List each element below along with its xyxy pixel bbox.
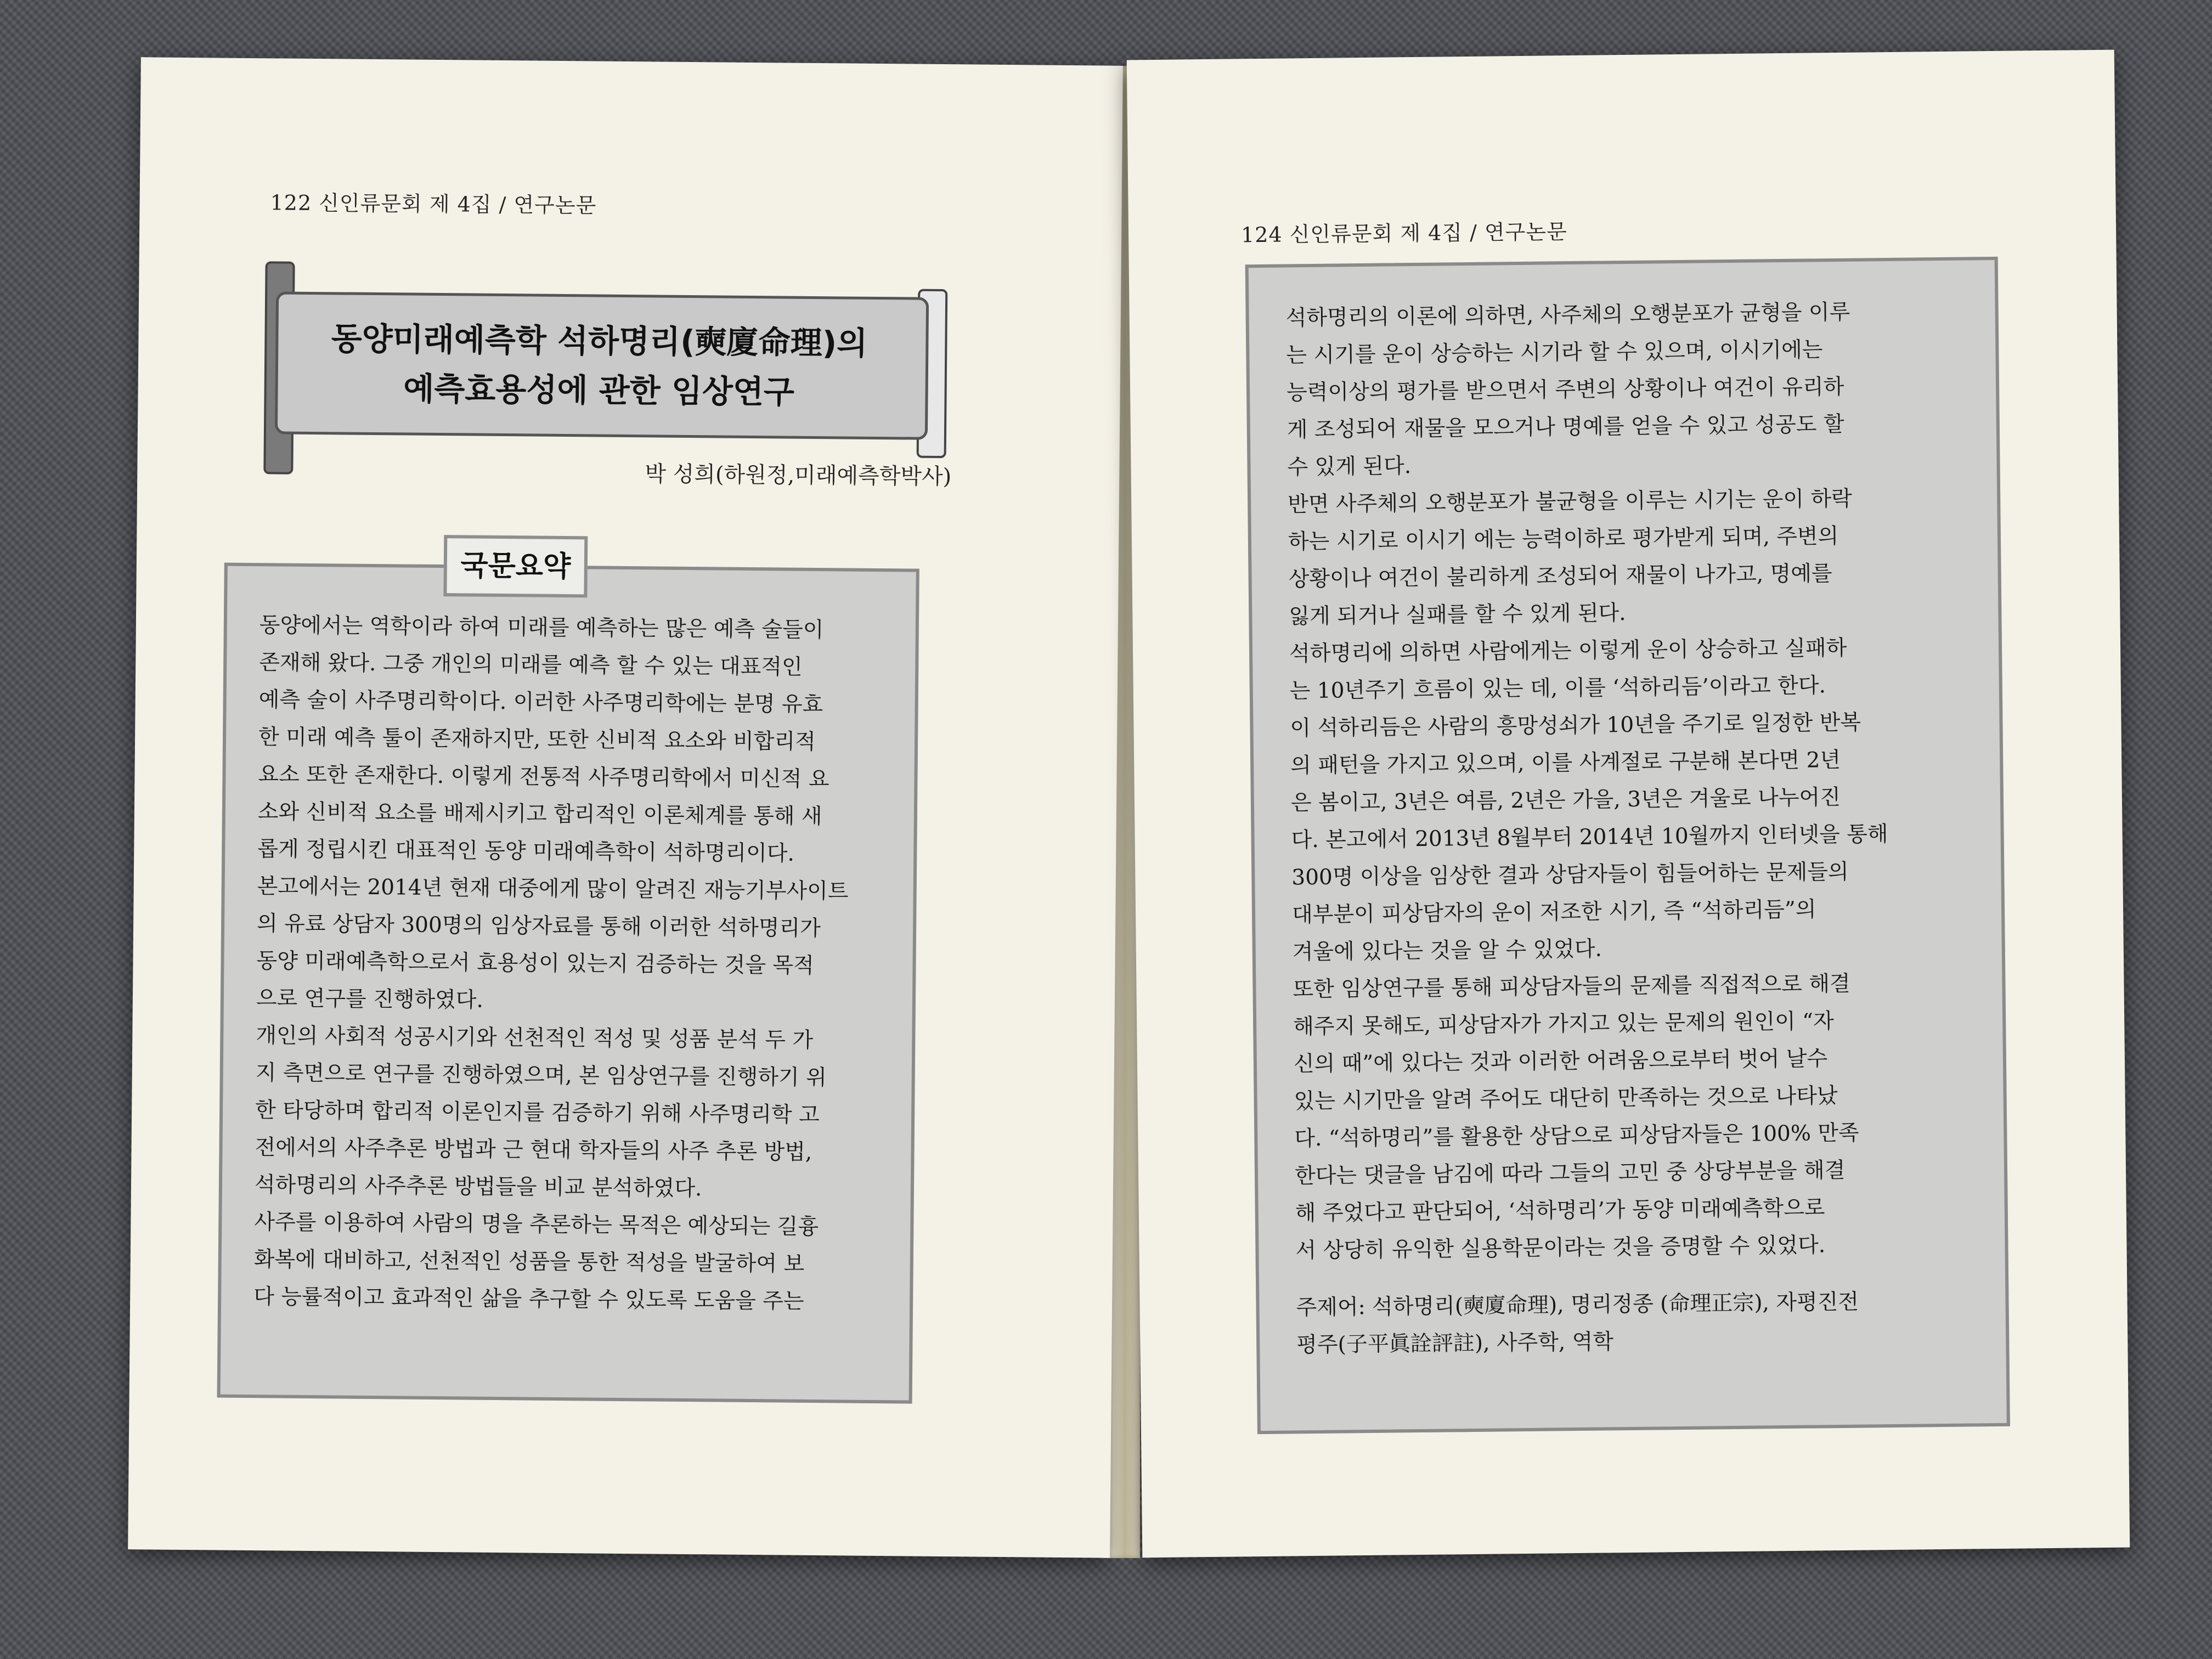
body-line: 는 10년주기 흐름이 있는 데, 이를 ‘석하리듬’이라고 한다. [1289,673,1826,704]
body-line: 석하명리에 의하면 사람에게는 이렇게 운이 상승하고 실패하 [1289,635,1847,667]
body-line: 있는 시기만을 알려 주어도 대단히 만족하는 것으로 나타났 [1294,1084,1838,1114]
abstract-line: 요소 또한 존재한다. 이렇게 전통적 사주명리학에서 미신적 요 [258,762,830,792]
abstract-line: 한 타당하며 합리적 이론인지를 검증하기 위해 사주명리학 고 [255,1098,820,1128]
keywords-line: 평주(子平眞詮評註), 사주학, 역학 [1296,1329,1614,1358]
body-line: 능력이상의 평가를 받으면서 주변의 상황이나 여건이 유리하 [1286,374,1844,405]
abstract-line: 예측 술이 사주명리학이다. 이러한 사주명리학에는 분명 유효 [258,687,823,718]
body-line: 겨울에 있다는 것을 알 수 있었다. [1292,936,1602,965]
body-line: 반면 사주체의 오행분포가 불균형을 이루는 시기는 운이 하락 [1288,486,1853,517]
body-line: 다. 본고에서 2013년 8월부터 2014년 10월까지 인터넷을 통해 [1291,822,1888,853]
body-line: 대부분이 피상담자의 운이 저조한 시기, 즉 “석하리듬”의 [1291,897,1816,928]
paper-title [286,314,912,418]
body-line: 수 있게 된다. [1287,454,1412,480]
abstract-line: 다 능률적이고 효과적인 삶을 추구할 수 있도록 도움을 주는 [253,1284,804,1314]
paper-title-line-1: 동양미래예측학 석하명리(奭廈命理)의 [331,320,868,362]
abstract-line: 사주를 이용하여 사람의 명을 추론하는 목적은 예상되는 길흉 [254,1210,819,1240]
body-line: 는 시기를 운이 상승하는 시기라 할 수 있으며, 이시기에는 [1286,337,1823,368]
abstract-line: 롭게 정립시킨 대표적인 동양 미래예측학이 석하명리이다. [257,837,795,866]
body-line: 해 주었다고 판단되어, ‘석하명리’가 동양 미래예측학으로 [1295,1195,1825,1226]
body-line: 300명 이상을 임상한 결과 상담자들이 힘들어하는 문제들의 [1291,859,1849,890]
body-line: 하는 시기로 이시기 에는 능력이하로 평가받게 되며, 주변의 [1288,523,1839,555]
body-line: 서 상당히 유익한 실용학문이라는 것을 증명할 수 있었다. [1295,1233,1826,1263]
abstract-line: 소와 신비적 요소를 배제시키고 합리적인 이론체계를 통해 새 [257,799,822,830]
body-line: 상황이나 여건이 불리하게 조성되어 재물이 나가고, 명예를 [1288,561,1832,592]
abstract-line: 개인의 사회적 성공시기와 선천적인 적성 및 성품 분석 두 가 [256,1023,814,1053]
body-line: 잃게 되거나 실패를 할 수 있게 된다. [1289,601,1626,629]
abstract-line: 본고에서는 2014년 현재 대중에게 많이 알려진 재능기부사이트 [257,874,849,904]
abstract-label: 국문요약 [443,535,588,597]
right-page [1127,50,2130,1558]
abstract-line: 석하명리의 사주추론 방법들을 비교 분석하였다. [254,1172,702,1201]
body-line: 의 패턴을 가지고 있으며, 이를 사계절로 구분해 본다면 2년 [1290,747,1841,778]
abstract-text [253,607,890,1321]
abstract-line: 동양에서는 역학이라 하여 미래를 예측하는 많은 예측 술들이 [259,613,824,643]
abstract-line: 존재해 왔다. 그중 개인의 미래를 예측 할 수 있는 대표적인 [259,650,803,680]
right-page-header: 124 신인류문회 제 4집 / 연구논문 [1240,219,1568,247]
body-line: 신의 때”에 있다는 것과 이러한 어려움으로부터 벗어 날수 [1293,1046,1828,1077]
left-page-header: 122 신인류문회 제 4집 / 연구논문 [270,190,597,218]
abstract-line: 으로 연구를 진행하였다. [256,986,484,1013]
body-line: 석하명리의 이론에 의하면, 사주체의 오행분포가 균형을 이루 [1285,300,1850,331]
left-page [128,57,1123,1558]
keywords-line: 주제어: 석하명리(奭廈命理), 명리정종 (命理正宗), 자평진전 [1296,1289,1859,1321]
body-line: 은 봄이고, 3년은 여름, 2년은 가을, 3년은 겨울로 나누어진 [1290,785,1841,816]
body-line: 해주지 못해도, 피상담자가 가지고 있는 문제의 원인이 “자 [1293,1009,1835,1040]
body-text [1285,292,1993,1364]
abstract-line: 동양 미래예측학으로서 효용성이 있는지 검증하는 것을 목적 [256,949,814,979]
abstract-line: 전에서의 사주추론 방법과 근 현대 학자들의 사주 추론 방법, [255,1135,812,1165]
body-line: 게 조성되어 재물을 모으거나 명예를 얻을 수 있고 성공도 할 [1286,411,1844,443]
abstract-line: 지 측면으로 연구를 진행하였으며, 본 임상연구를 진행하기 위 [255,1060,827,1091]
body-line: 또한 임상연구를 통해 피상담자들의 문제를 직접적으로 해결 [1293,971,1850,1002]
abstract-line: 한 미래 예측 툴이 존재하지만, 또한 신비적 요소와 비합리적 [258,725,816,755]
author-line: 박 성희(하원정,미래예측학박사) [645,461,952,490]
body-line: 한다는 댓글을 남김에 따라 그들의 고민 중 상당부분을 해결 [1294,1158,1846,1189]
body-line: 다. “석하명리”를 활용한 상담으로 피상담자들은 100% 만족 [1294,1120,1859,1152]
abstract-line: 화복에 대비하고, 선천적인 성품을 통한 적성을 발굴하여 보 [253,1247,805,1277]
body-line: 이 석하리듬은 사람의 흥망성쇠가 10년을 주기로 일정한 반복 [1290,710,1861,741]
abstract-line: 의 유료 상담자 300명의 임상자료를 통해 이러한 석하명리가 [256,911,821,941]
title-scroll-banner [263,261,951,476]
paper-title-line-2: 예측효용성에 관한 임상연구 [403,370,795,411]
